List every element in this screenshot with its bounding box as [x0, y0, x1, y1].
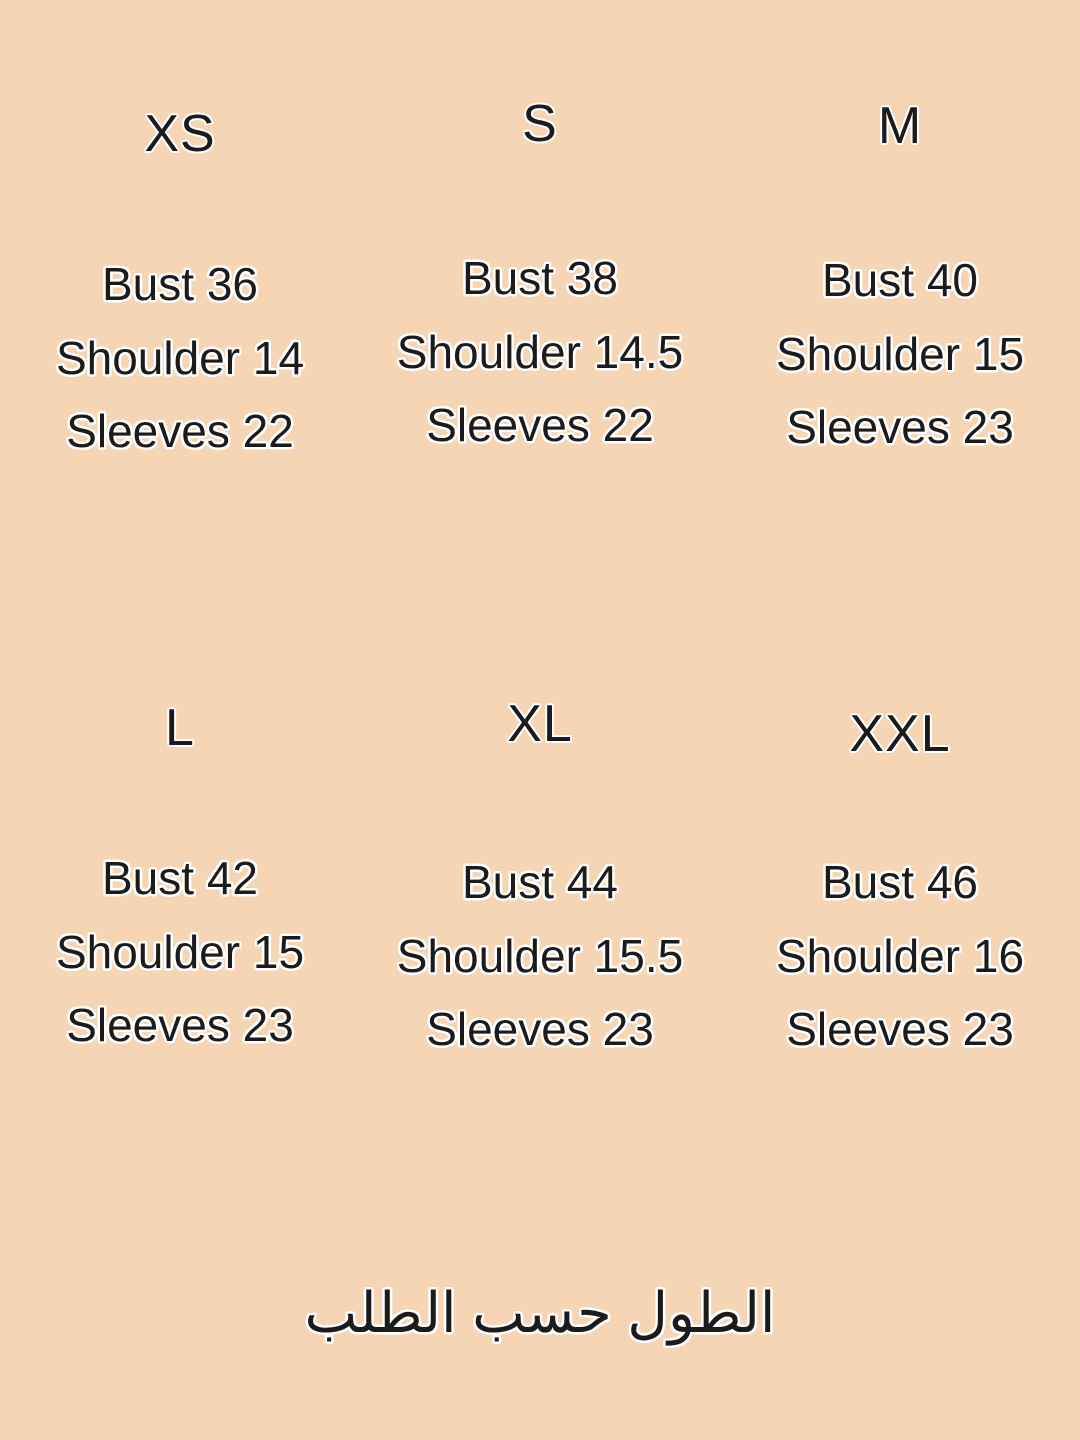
measurement-shoulder: Shoulder 16	[775, 929, 1025, 982]
measurement-sleeves: Sleeves 23	[66, 999, 294, 1052]
measurement-sleeves: Sleeves 23	[786, 1003, 1014, 1056]
measurements-s	[397, 242, 683, 463]
measurement-bust: Bust 46	[822, 856, 978, 908]
size-label-xl: XL	[507, 695, 573, 753]
measurement-bust: Bust 38	[461, 252, 618, 304]
size-label-s: S	[522, 95, 558, 153]
footer-note: الطول حسب الطلب	[304, 1281, 776, 1344]
measurement-shoulder: Shoulder 15	[775, 327, 1025, 380]
size-label-xs: XS	[144, 105, 216, 163]
measurement-sleeves: Sleeves 22	[426, 399, 654, 452]
size-cell-l	[0, 620, 360, 1240]
measurement-shoulder: Shoulder 15.5	[396, 929, 684, 982]
size-label-m: M	[877, 97, 923, 155]
measurement-bust: Bust 44	[461, 856, 618, 908]
measurement-bust: Bust 40	[822, 254, 978, 306]
measurement-sleeves: Sleeves 23	[426, 1003, 654, 1056]
measurements-xs	[56, 248, 304, 469]
size-cell-s	[360, 0, 720, 620]
measurement-shoulder: Shoulder 15	[55, 925, 305, 978]
measurement-shoulder: Shoulder 14.5	[396, 325, 684, 378]
size-cell-m	[720, 0, 1080, 620]
size-label-l: L	[165, 699, 195, 757]
measurement-sleeves: Sleeves 23	[786, 401, 1014, 454]
measurement-bust: Bust 36	[102, 258, 258, 310]
measurements-xxl	[776, 846, 1024, 1067]
measurement-bust: Bust 42	[102, 852, 258, 904]
measurements-xl	[397, 846, 683, 1067]
size-label-xxl: XXL	[849, 705, 951, 763]
measurements-l	[56, 842, 304, 1063]
size-cell-xxl	[720, 620, 1080, 1240]
size-cell-xl	[360, 620, 720, 1240]
size-cell-xs	[0, 0, 360, 620]
measurements-m	[776, 244, 1024, 465]
measurement-sleeves: Sleeves 22	[66, 405, 294, 458]
measurement-shoulder: Shoulder 14	[55, 331, 305, 384]
